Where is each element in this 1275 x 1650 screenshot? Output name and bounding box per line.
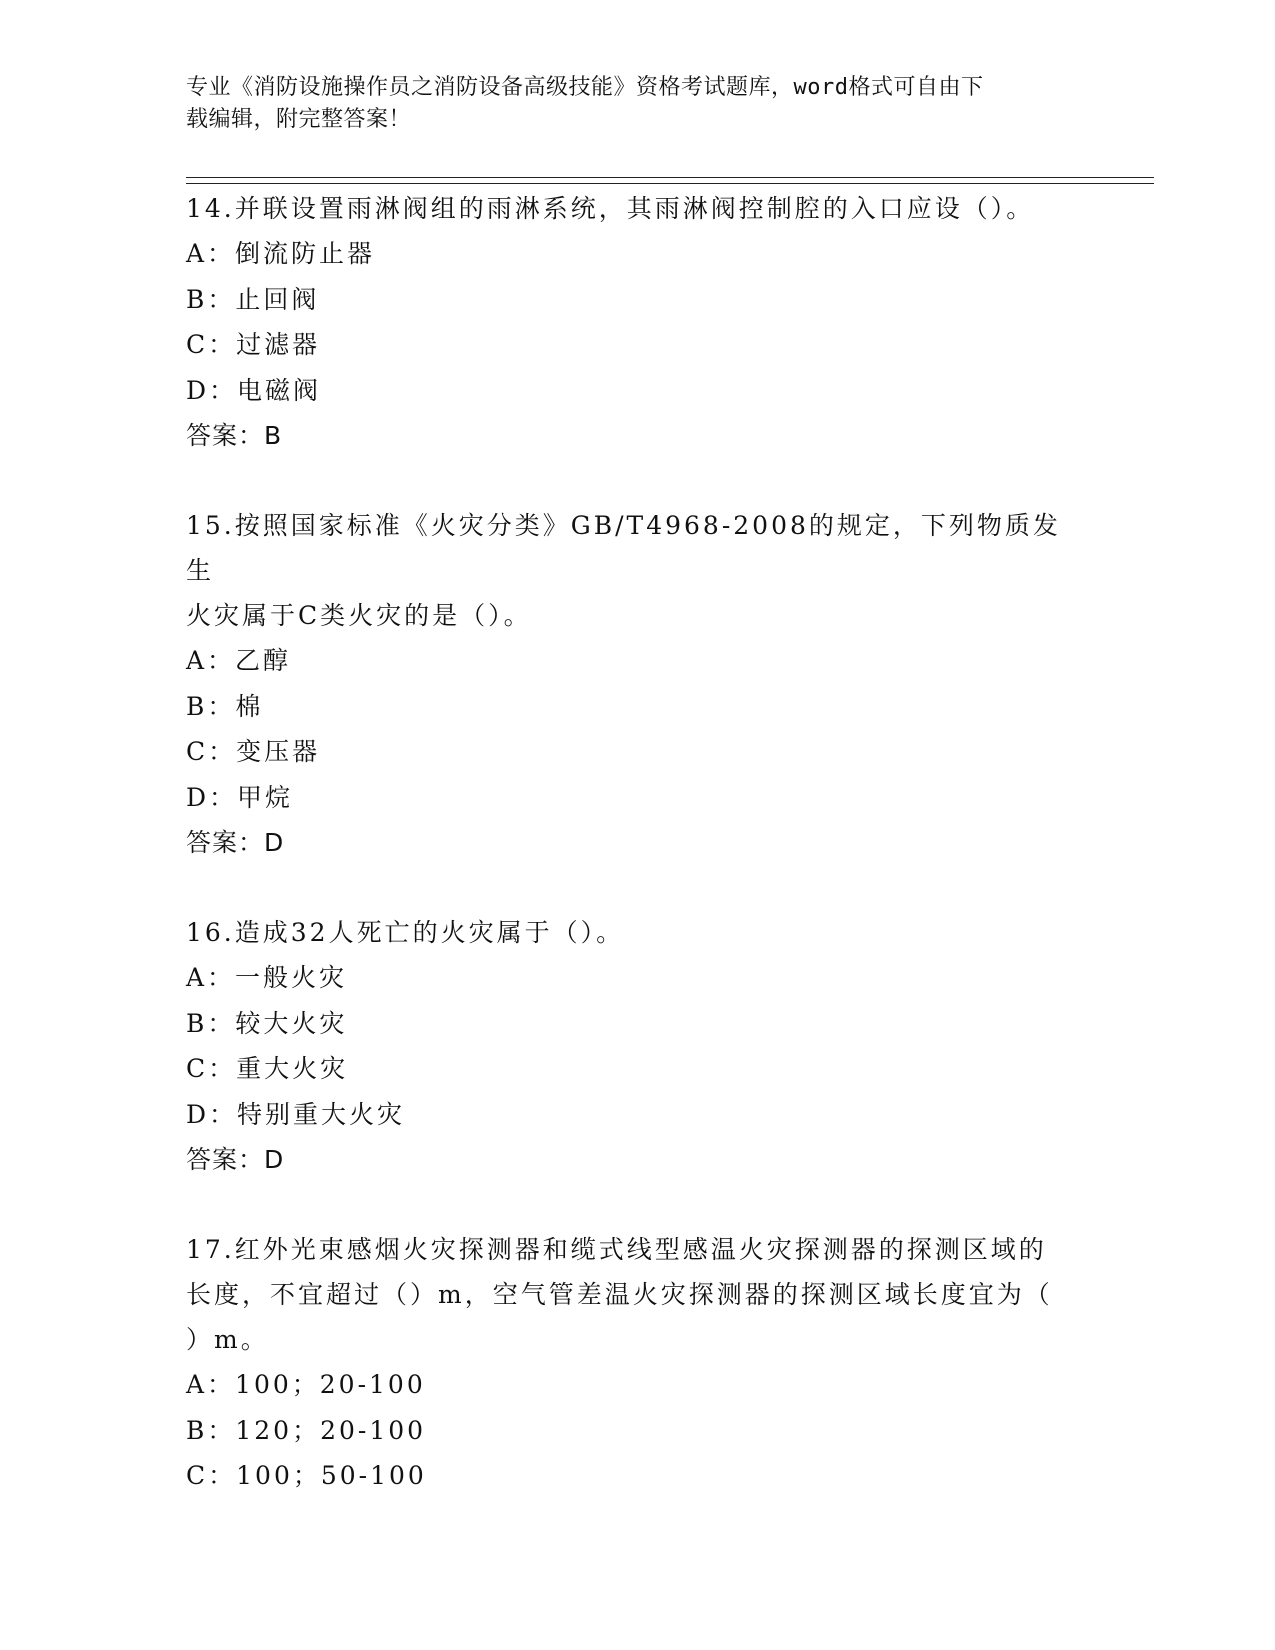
question-spacer (186, 866, 1086, 910)
option-b: B：棉 (186, 691, 264, 721)
question-16 (186, 910, 1086, 1183)
answer-label: 答案：B (186, 421, 283, 450)
question-14 (186, 186, 1086, 459)
answer-label: 答案：D (186, 828, 285, 857)
header-line-1: 专业《消防设施操作员之消防设备高级技能》资格考试题库，word格式可自由下 (186, 75, 984, 100)
question-stem: 15.按照国家标准《火灾分类》GB/T4968-2008的规定，下列物质发生 (186, 511, 1061, 585)
question-17 (186, 1227, 1086, 1499)
answer-label: 答案：D (186, 1145, 285, 1174)
header-line-2: 载编辑，附完整答案！ (186, 107, 412, 132)
question-stem-continued: ）m。 (186, 1325, 269, 1354)
question-stem: 14.并联设置雨淋阀组的雨淋系统，其雨淋阀控制腔的入口应设（）。 (186, 194, 1035, 223)
question-stem: 16.造成32人死亡的火灾属于（）。 (186, 918, 625, 947)
question-stem-continued: 火灾属于C类火灾的是（）。 (186, 601, 532, 630)
option-b: B：120；20-100 (186, 1415, 427, 1445)
header-divider-top (186, 177, 1154, 178)
option-a: A：倒流防止器 (186, 239, 376, 268)
question-15 (186, 503, 1086, 866)
question-stem: 17.红外光束感烟火灾探测器和缆式线型感温火灾探测器的探测区域的 (186, 1235, 1047, 1264)
question-spacer (186, 459, 1086, 503)
document-header (186, 72, 1066, 136)
option-d: D：特别重大火灾 (186, 1099, 406, 1129)
question-spacer (186, 1183, 1086, 1227)
option-a: A：100；20-100 (186, 1370, 426, 1399)
option-b: B：较大火灾 (186, 1008, 348, 1038)
question-list (186, 186, 1086, 1499)
option-c: C：变压器 (186, 737, 321, 766)
question-stem-continued: 长度，不宜超过（）m，空气管差温火灾探测器的探测区域长度宜为（ (186, 1280, 1053, 1309)
option-d: D：电磁阀 (186, 375, 322, 405)
option-c: C：100；50-100 (186, 1461, 427, 1490)
option-d: D：甲烷 (186, 782, 294, 812)
option-a: A：乙醇 (186, 646, 292, 675)
option-c: C：过滤器 (186, 330, 321, 359)
option-a: A：一般火灾 (186, 963, 348, 992)
option-c: C：重大火灾 (186, 1054, 349, 1083)
option-b: B：止回阀 (186, 284, 320, 314)
header-divider-bottom (186, 183, 1154, 184)
